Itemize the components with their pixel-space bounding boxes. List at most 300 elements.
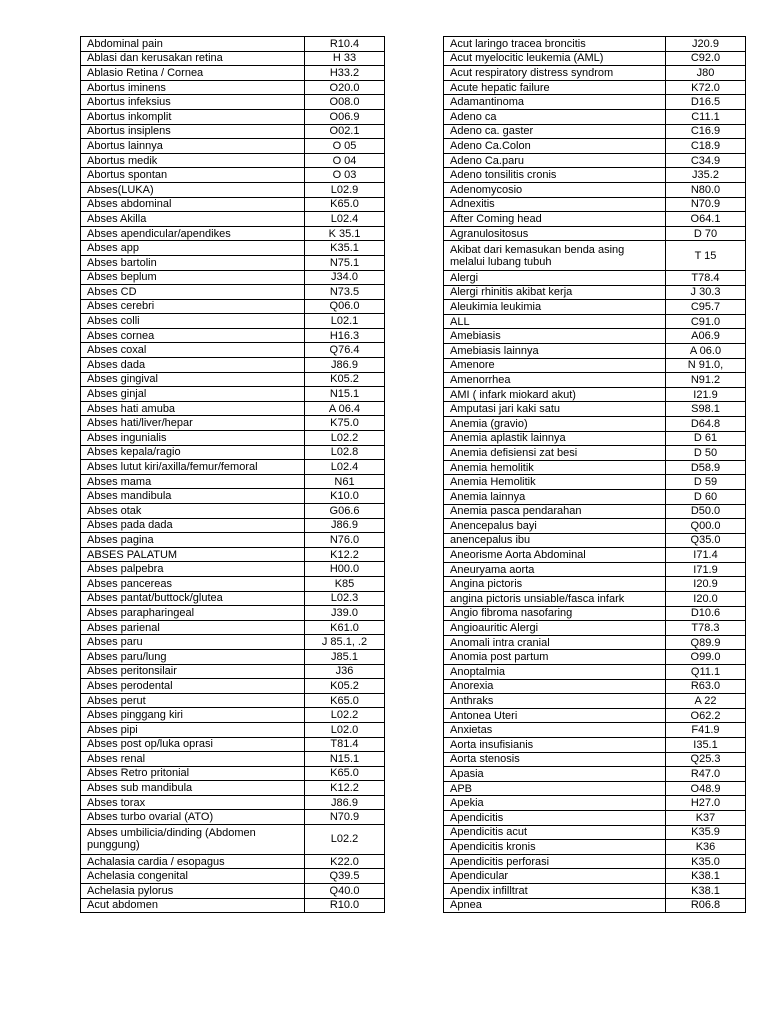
diagnosis-name-cell: Abses perut — [81, 693, 305, 708]
diagnosis-name-cell: Abses pinggang kiri — [81, 708, 305, 723]
table-row — [81, 854, 385, 869]
icd-code-cell: R10.4 — [305, 37, 385, 52]
table-row — [444, 139, 746, 154]
diagnosis-name-cell: Alergi rhinitis akibat kerja — [444, 285, 666, 300]
table-row — [81, 693, 385, 708]
table-row — [81, 241, 385, 256]
icd-code-cell: I35.1 — [666, 738, 746, 753]
icd-code-cell: J86.9 — [305, 358, 385, 373]
icd-code-cell: D 59 — [666, 475, 746, 490]
table-row — [81, 883, 385, 898]
table-row — [81, 576, 385, 591]
table-body-left — [81, 37, 385, 913]
diagnosis-name-cell: Abortus lainnya — [81, 139, 305, 154]
diagnosis-name-cell: Abses paru — [81, 635, 305, 650]
diagnosis-name-cell: Abses lutut kiri/axilla/femur/femoral — [81, 460, 305, 475]
diagnosis-name-cell: Adeno tonsilitis cronis — [444, 168, 666, 183]
table-row — [81, 795, 385, 810]
table-row — [81, 708, 385, 723]
diagnosis-name-cell: Abses ingunialis — [81, 431, 305, 446]
table-row — [81, 153, 385, 168]
diagnosis-name-cell: Amebiasis lainnya — [444, 343, 666, 358]
table-row — [444, 197, 746, 212]
icd-code-cell: C34.9 — [666, 153, 746, 168]
table-row — [81, 664, 385, 679]
icd-code-cell: L02.2 — [305, 825, 385, 855]
table-row — [81, 212, 385, 227]
diagnosis-name-cell: Abortus iminens — [81, 80, 305, 95]
diagnosis-name-cell: Achelasia pylorus — [81, 883, 305, 898]
table-row — [444, 402, 746, 417]
diagnosis-name-cell: Alergi — [444, 271, 666, 286]
icd-code-cell: N70.9 — [666, 197, 746, 212]
diagnosis-name-cell: ALL — [444, 314, 666, 329]
table-row — [444, 621, 746, 636]
icd-code-cell: K05.2 — [305, 372, 385, 387]
icd-code-cell: N91.2 — [666, 373, 746, 388]
diagnosis-name-cell: Agranulositosus — [444, 226, 666, 241]
icd-code-cell: A 22 — [666, 694, 746, 709]
table-row — [81, 766, 385, 781]
table-row — [444, 883, 746, 898]
diagnosis-name-cell: Adeno ca. gaster — [444, 124, 666, 139]
table-row — [444, 898, 746, 913]
diagnosis-name-cell: Adeno Ca.paru — [444, 153, 666, 168]
diagnosis-name-cell: Abses bartolin — [81, 255, 305, 270]
icd-code-cell: K37 — [666, 810, 746, 825]
table-row — [81, 518, 385, 533]
diagnosis-name-cell: Abses torax — [81, 795, 305, 810]
icd-code-cell: O20.0 — [305, 80, 385, 95]
diagnosis-name-cell: Acut abdomen — [81, 898, 305, 913]
icd-code-cell: K05.2 — [305, 679, 385, 694]
icd-code-cell: J35.2 — [666, 168, 746, 183]
icd-code-cell: O 05 — [305, 139, 385, 154]
icd-code-cell: A 06.0 — [666, 343, 746, 358]
diagnosis-name-cell: Antonea Uteri — [444, 708, 666, 723]
diagnosis-name-cell: Amenore — [444, 358, 666, 373]
table-row — [81, 182, 385, 197]
diagnosis-name-cell: Anomia post partum — [444, 650, 666, 665]
icd-code-cell: N15.1 — [305, 752, 385, 767]
diagnosis-code-table-right — [443, 36, 746, 913]
table-row — [444, 373, 746, 388]
diagnosis-name-cell: Abses mama — [81, 474, 305, 489]
diagnosis-name-cell: Abses cerebri — [81, 299, 305, 314]
icd-code-cell: J80 — [666, 66, 746, 81]
icd-code-cell: Q25.3 — [666, 752, 746, 767]
diagnosis-name-cell: Ablasio Retina / Cornea — [81, 66, 305, 81]
diagnosis-name-cell: Anemia aplastik lainnya — [444, 431, 666, 446]
diagnosis-name-cell: Apendicitis acut — [444, 825, 666, 840]
icd-code-cell: K65.0 — [305, 693, 385, 708]
table-row — [81, 620, 385, 635]
icd-code-cell: D16.5 — [666, 95, 746, 110]
icd-code-cell: K65.0 — [305, 766, 385, 781]
diagnosis-name-cell: Amenorrhea — [444, 373, 666, 388]
diagnosis-name-cell: Anomali intra cranial — [444, 635, 666, 650]
icd-code-cell: L02.2 — [305, 708, 385, 723]
table-row — [81, 489, 385, 504]
icd-code-cell: H16.3 — [305, 328, 385, 343]
table-row — [81, 299, 385, 314]
icd-code-cell: K22.0 — [305, 854, 385, 869]
icd-code-cell: C92.0 — [666, 51, 746, 66]
icd-code-cell: K65.0 — [305, 197, 385, 212]
table-row — [444, 825, 746, 840]
diagnosis-name-cell: Abses parapharingeal — [81, 606, 305, 621]
icd-code-cell: K75.0 — [305, 416, 385, 431]
table-row — [81, 547, 385, 562]
icd-code-cell: H27.0 — [666, 796, 746, 811]
table-row — [444, 548, 746, 563]
icd-code-cell: L02.4 — [305, 460, 385, 475]
diagnosis-name-cell: Abses gingival — [81, 372, 305, 387]
icd-code-cell: D58.9 — [666, 460, 746, 475]
table-row — [81, 810, 385, 825]
table-row — [444, 153, 746, 168]
diagnosis-name-cell: Abdominal pain — [81, 37, 305, 52]
icd-code-cell: H00.0 — [305, 562, 385, 577]
table-row — [81, 139, 385, 154]
table-row — [444, 300, 746, 315]
icd-code-cell: Q11.1 — [666, 665, 746, 680]
diagnosis-name-cell: Amebiasis — [444, 329, 666, 344]
icd-code-cell: Q89.9 — [666, 635, 746, 650]
icd-code-cell: I21.9 — [666, 387, 746, 402]
diagnosis-name-cell: Angioauritic Alergi — [444, 621, 666, 636]
table-row — [444, 416, 746, 431]
diagnosis-name-cell: Abses umbilicia/dinding (Abdomen punggung) — [81, 825, 305, 855]
icd-code-cell: J85.1 — [305, 649, 385, 664]
table-row — [81, 504, 385, 519]
diagnosis-name-cell: Ablasi dan kerusakan retina — [81, 51, 305, 66]
icd-code-cell: D10.6 — [666, 606, 746, 621]
table-row — [444, 66, 746, 81]
diagnosis-name-cell: Apendicitis — [444, 810, 666, 825]
icd-code-cell: N80.0 — [666, 182, 746, 197]
diagnosis-name-cell: anencepalus ibu — [444, 533, 666, 548]
icd-code-cell: F41.9 — [666, 723, 746, 738]
table-row — [444, 168, 746, 183]
diagnosis-name-cell: Abses pipi — [81, 722, 305, 737]
icd-code-cell: D 60 — [666, 489, 746, 504]
diagnosis-name-cell: Adeno Ca.Colon — [444, 139, 666, 154]
diagnosis-name-cell: Aorta stenosis — [444, 752, 666, 767]
table-row — [81, 474, 385, 489]
table-row — [444, 708, 746, 723]
icd-code-cell: O99.0 — [666, 650, 746, 665]
icd-code-cell: D 70 — [666, 226, 746, 241]
diagnosis-name-cell: Abses cornea — [81, 328, 305, 343]
diagnosis-name-cell: Abortus spontan — [81, 168, 305, 183]
diagnosis-name-cell: Adamantinoma — [444, 95, 666, 110]
icd-code-cell: K10.0 — [305, 489, 385, 504]
icd-code-cell: R47.0 — [666, 767, 746, 782]
diagnosis-name-cell: Angina pictoris — [444, 577, 666, 592]
diagnosis-name-cell: Anoptalmia — [444, 665, 666, 680]
icd-code-cell: Q76.4 — [305, 343, 385, 358]
table-row — [81, 314, 385, 329]
table-row — [81, 387, 385, 402]
icd-code-cell: D50.0 — [666, 504, 746, 519]
diagnosis-name-cell: Abses pada dada — [81, 518, 305, 533]
icd-code-cell: O 04 — [305, 153, 385, 168]
table-row — [81, 358, 385, 373]
diagnosis-name-cell: Acute hepatic failure — [444, 80, 666, 95]
table-row — [81, 109, 385, 124]
table-row — [444, 387, 746, 402]
table-row — [81, 124, 385, 139]
diagnosis-name-cell: Abortus insiplens — [81, 124, 305, 139]
table-row — [444, 796, 746, 811]
icd-code-cell: K61.0 — [305, 620, 385, 635]
table-row — [444, 767, 746, 782]
diagnosis-name-cell: Achelasia congenital — [81, 869, 305, 884]
icd-code-cell: G06.6 — [305, 504, 385, 519]
table-row — [81, 722, 385, 737]
diagnosis-name-cell: AMI ( infark miokard akut) — [444, 387, 666, 402]
diagnosis-name-cell: Abses pagina — [81, 533, 305, 548]
diagnosis-name-cell: Abses hati amuba — [81, 401, 305, 416]
icd-code-cell: L02.9 — [305, 182, 385, 197]
icd-code-cell: K72.0 — [666, 80, 746, 95]
icd-code-cell: O06.9 — [305, 109, 385, 124]
icd-code-cell: R06.8 — [666, 898, 746, 913]
table-row — [81, 679, 385, 694]
diagnosis-name-cell: Abses(LUKA) — [81, 182, 305, 197]
diagnosis-name-cell: Abses ginjal — [81, 387, 305, 402]
table-row — [444, 738, 746, 753]
icd-code-cell: A06.9 — [666, 329, 746, 344]
icd-code-cell: C11.1 — [666, 109, 746, 124]
icd-code-cell: O62.2 — [666, 708, 746, 723]
table-row — [444, 635, 746, 650]
icd-code-cell: I71.4 — [666, 548, 746, 563]
table-row — [444, 343, 746, 358]
icd-code-cell: L02.8 — [305, 445, 385, 460]
table-row — [81, 255, 385, 270]
icd-code-cell: R10.0 — [305, 898, 385, 913]
icd-code-cell: C16.9 — [666, 124, 746, 139]
table-row — [444, 533, 746, 548]
table-row — [444, 577, 746, 592]
icd-code-cell: N73.5 — [305, 285, 385, 300]
icd-code-cell: T78.3 — [666, 621, 746, 636]
table-row — [444, 329, 746, 344]
diagnosis-name-cell: APB — [444, 781, 666, 796]
diagnosis-name-cell: Abses otak — [81, 504, 305, 519]
table-row — [444, 460, 746, 475]
icd-code-cell: J39.0 — [305, 606, 385, 621]
table-row — [81, 460, 385, 475]
diagnosis-name-cell: Acut respiratory distress syndrom — [444, 66, 666, 81]
icd-code-cell: D 50 — [666, 446, 746, 461]
icd-code-cell: C18.9 — [666, 139, 746, 154]
diagnosis-name-cell: Abses pantat/buttock/glutea — [81, 591, 305, 606]
icd-code-cell: O 03 — [305, 168, 385, 183]
table-row — [444, 314, 746, 329]
diagnosis-name-cell: Abses colli — [81, 314, 305, 329]
table-row — [444, 840, 746, 855]
diagnosis-name-cell: Anemia lainnya — [444, 489, 666, 504]
diagnosis-name-cell: After Coming head — [444, 212, 666, 227]
table-row — [444, 124, 746, 139]
icd-code-cell: I71.9 — [666, 562, 746, 577]
diagnosis-name-cell: Abses abdominal — [81, 197, 305, 212]
diagnosis-name-cell: Amputasi jari kaki satu — [444, 402, 666, 417]
icd-code-cell: K35.9 — [666, 825, 746, 840]
diagnosis-name-cell: Abses CD — [81, 285, 305, 300]
icd-code-cell: N61 — [305, 474, 385, 489]
diagnosis-name-cell: Apasia — [444, 767, 666, 782]
diagnosis-name-cell: Abses parienal — [81, 620, 305, 635]
table-row — [444, 606, 746, 621]
table-row — [444, 781, 746, 796]
table-row — [444, 37, 746, 52]
table-row — [444, 51, 746, 66]
table-row — [444, 358, 746, 373]
diagnosis-name-cell: ABSES PALATUM — [81, 547, 305, 562]
diagnosis-name-cell: Abses perodental — [81, 679, 305, 694]
icd-code-cell: K12.2 — [305, 547, 385, 562]
table-row — [444, 95, 746, 110]
table-row — [444, 489, 746, 504]
table-row — [81, 781, 385, 796]
icd-code-cell: J 85.1, .2 — [305, 635, 385, 650]
diagnosis-name-cell: Acut myelocitic leukemia (AML) — [444, 51, 666, 66]
diagnosis-name-cell: Adnexitis — [444, 197, 666, 212]
diagnosis-name-cell: Acut laringo tracea broncitis — [444, 37, 666, 52]
table-row — [444, 446, 746, 461]
table-row — [81, 66, 385, 81]
diagnosis-name-cell: Abses Akilla — [81, 212, 305, 227]
diagnosis-name-cell: Anemia Hemolitik — [444, 475, 666, 490]
icd-code-cell: K38.1 — [666, 869, 746, 884]
table-row — [444, 723, 746, 738]
table-row — [444, 650, 746, 665]
diagnosis-name-cell: Abses pancereas — [81, 576, 305, 591]
icd-code-cell: R63.0 — [666, 679, 746, 694]
diagnosis-name-cell: Aneuryama aorta — [444, 562, 666, 577]
table-row — [81, 80, 385, 95]
icd-code-cell: N15.1 — [305, 387, 385, 402]
icd-code-cell: Q00.0 — [666, 519, 746, 534]
diagnosis-name-cell: Abses sub mandibula — [81, 781, 305, 796]
diagnosis-name-cell: Abortus medik — [81, 153, 305, 168]
table-row — [444, 679, 746, 694]
table-row — [444, 475, 746, 490]
icd-code-cell: K12.2 — [305, 781, 385, 796]
table-row — [81, 591, 385, 606]
diagnosis-name-cell: Anemia defisiensi zat besi — [444, 446, 666, 461]
table-row — [444, 504, 746, 519]
diagnosis-name-cell: Abses peritonsilair — [81, 664, 305, 679]
table-row — [81, 752, 385, 767]
table-row — [444, 752, 746, 767]
table-row — [81, 51, 385, 66]
diagnosis-name-cell: Adenomycosio — [444, 182, 666, 197]
table-row — [81, 649, 385, 664]
icd-code-cell: J36 — [305, 664, 385, 679]
table-row — [81, 37, 385, 52]
diagnosis-code-table-left — [80, 36, 385, 913]
table-row — [81, 869, 385, 884]
table-row — [81, 898, 385, 913]
table-row — [444, 562, 746, 577]
table-row — [81, 168, 385, 183]
diagnosis-name-cell: Achalasia cardia / esopagus — [81, 854, 305, 869]
diagnosis-name-cell: Abortus infeksius — [81, 95, 305, 110]
icd-code-cell: Q35.0 — [666, 533, 746, 548]
icd-code-cell: N70.9 — [305, 810, 385, 825]
diagnosis-name-cell: Abses hati/liver/hepar — [81, 416, 305, 431]
diagnosis-name-cell: Abses renal — [81, 752, 305, 767]
diagnosis-name-cell: Abses paru/lung — [81, 649, 305, 664]
icd-code-cell: K35.0 — [666, 854, 746, 869]
icd-code-cell: N76.0 — [305, 533, 385, 548]
table-row — [444, 80, 746, 95]
icd-code-cell: K 35.1 — [305, 226, 385, 241]
diagnosis-name-cell: Anthraks — [444, 694, 666, 709]
table-body-right — [444, 37, 746, 913]
diagnosis-name-cell: Abses mandibula — [81, 489, 305, 504]
table-row — [81, 825, 385, 855]
icd-code-cell: C91.0 — [666, 314, 746, 329]
table-row — [444, 212, 746, 227]
table-row — [444, 592, 746, 607]
diagnosis-name-cell: Apendicitis perforasi — [444, 854, 666, 869]
table-row — [81, 328, 385, 343]
table-row — [81, 401, 385, 416]
icd-code-cell: J20.9 — [666, 37, 746, 52]
icd-code-cell: T 15 — [666, 241, 746, 271]
icd-code-cell: K35.1 — [305, 241, 385, 256]
diagnosis-name-cell: Apendicular — [444, 869, 666, 884]
diagnosis-name-cell: Abses dada — [81, 358, 305, 373]
icd-code-cell: O08.0 — [305, 95, 385, 110]
icd-code-cell: Q39.5 — [305, 869, 385, 884]
diagnosis-name-cell: Abses beplum — [81, 270, 305, 285]
icd-code-cell: L02.4 — [305, 212, 385, 227]
icd-code-cell: A 06.4 — [305, 401, 385, 416]
diagnosis-name-cell: Aneorisme Aorta Abdominal — [444, 548, 666, 563]
diagnosis-name-cell: Apendix infilltrat — [444, 883, 666, 898]
table-row — [81, 562, 385, 577]
table-row — [444, 869, 746, 884]
icd-code-cell: O64.1 — [666, 212, 746, 227]
table-row — [81, 737, 385, 752]
table-row — [81, 431, 385, 446]
diagnosis-name-cell: Aorta insufisianis — [444, 738, 666, 753]
diagnosis-name-cell: Apnea — [444, 898, 666, 913]
table-row — [444, 810, 746, 825]
table-row — [81, 445, 385, 460]
table-row — [81, 372, 385, 387]
table-row — [444, 271, 746, 286]
diagnosis-name-cell: Anencepalus bayi — [444, 519, 666, 534]
icd-code-cell: J86.9 — [305, 795, 385, 810]
table-row — [444, 241, 746, 271]
icd-code-cell: H 33 — [305, 51, 385, 66]
table-row — [444, 285, 746, 300]
table-row — [444, 519, 746, 534]
diagnosis-name-cell: Anemia pasca pendarahan — [444, 504, 666, 519]
table-row — [444, 431, 746, 446]
icd-code-cell: C95.7 — [666, 300, 746, 315]
icd-code-cell: I20.0 — [666, 592, 746, 607]
icd-code-cell: N 91.0, — [666, 358, 746, 373]
